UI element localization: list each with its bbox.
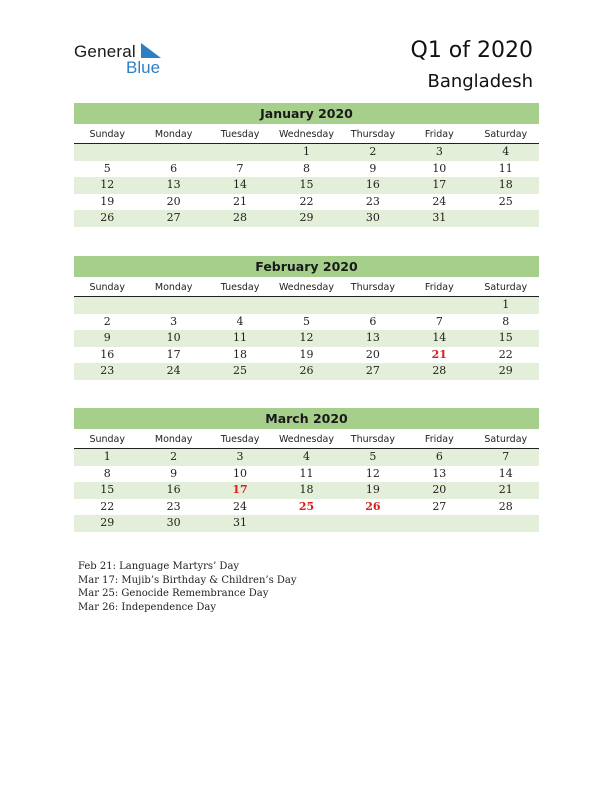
day-cell: 11 bbox=[498, 161, 513, 175]
holiday-note: Feb 21: Language Martyrs’ Day bbox=[78, 561, 240, 572]
day-cell: 22 bbox=[498, 347, 513, 361]
holiday-notes bbox=[78, 560, 297, 614]
day-cell: 22 bbox=[100, 499, 115, 513]
day-cell bbox=[273, 297, 339, 314]
day-cell bbox=[74, 144, 140, 161]
weekday-label: Thursday bbox=[350, 129, 395, 140]
day-cell: 9 bbox=[170, 466, 178, 480]
month-title: January 2020 bbox=[74, 103, 539, 124]
day-cell: 13 bbox=[365, 331, 380, 344]
day-cell: 4 bbox=[302, 450, 310, 463]
weekday-label: Sunday bbox=[89, 434, 125, 445]
day-cell bbox=[140, 297, 206, 314]
day-cell: 19 bbox=[100, 194, 115, 208]
day-cell: 25 bbox=[233, 364, 248, 377]
day-cell: 18 bbox=[498, 178, 513, 191]
day-cell bbox=[406, 297, 472, 314]
day-cell: 29 bbox=[498, 364, 513, 377]
day-cell: 20 bbox=[432, 483, 447, 496]
month-calendar-march bbox=[74, 408, 539, 532]
day-cell: 11 bbox=[233, 331, 248, 344]
month-calendar-january bbox=[74, 103, 539, 227]
day-cell: 21 bbox=[498, 483, 513, 496]
weekday-label: Saturday bbox=[484, 129, 528, 140]
weekday-label: Sunday bbox=[89, 129, 125, 140]
day-cell bbox=[273, 515, 339, 532]
weekday-label: Saturday bbox=[484, 434, 528, 445]
day-cell: 9 bbox=[103, 331, 111, 344]
month-weeks bbox=[74, 449, 539, 532]
weekday-label: Thursday bbox=[350, 434, 395, 445]
day-cell: 21 bbox=[233, 194, 248, 208]
weekday-label: Monday bbox=[154, 434, 193, 445]
weekday-label: Wednesday bbox=[278, 282, 334, 293]
day-cell: 30 bbox=[365, 211, 380, 224]
day-cell: 19 bbox=[365, 483, 380, 496]
week-row bbox=[74, 194, 539, 211]
week-row bbox=[74, 177, 539, 194]
day-cell: 31 bbox=[432, 211, 447, 224]
weekday-label: Monday bbox=[154, 129, 193, 140]
holiday-day-cell: 17 bbox=[232, 483, 248, 496]
weekday-label: Thursday bbox=[350, 282, 395, 293]
day-cell: 2 bbox=[103, 314, 111, 328]
day-cell: 2 bbox=[369, 145, 377, 158]
day-cell: 13 bbox=[432, 466, 447, 480]
day-cell: 28 bbox=[432, 364, 447, 377]
day-cell: 9 bbox=[369, 161, 377, 175]
day-cell: 17 bbox=[166, 347, 181, 361]
holiday-note: Mar 26: Independence Day bbox=[78, 601, 216, 613]
day-cell: 7 bbox=[502, 450, 510, 463]
day-cell: 3 bbox=[236, 450, 244, 463]
holiday-note: Mar 17: Mujib’s Birthday & Children’s Day bbox=[78, 574, 297, 586]
day-cell: 12 bbox=[100, 178, 115, 191]
day-cell: 30 bbox=[166, 516, 181, 529]
week-row bbox=[74, 347, 539, 364]
day-cell: 8 bbox=[302, 161, 310, 175]
day-cell: 10 bbox=[233, 466, 248, 480]
day-cell: 7 bbox=[236, 161, 244, 175]
weekday-label: Monday bbox=[154, 282, 193, 293]
day-cell: 6 bbox=[170, 161, 178, 175]
day-cell: 27 bbox=[166, 211, 181, 224]
day-cell: 20 bbox=[365, 347, 380, 361]
day-cell: 5 bbox=[302, 314, 310, 328]
weekday-label: Saturday bbox=[484, 282, 528, 293]
day-cell: 10 bbox=[432, 161, 447, 175]
day-cell bbox=[207, 144, 273, 161]
day-cell: 2 bbox=[170, 450, 178, 463]
day-cell: 7 bbox=[435, 314, 443, 328]
day-cell: 18 bbox=[299, 483, 314, 496]
logo-blue-text: Blue bbox=[126, 58, 161, 77]
day-cell: 23 bbox=[365, 194, 380, 208]
weekday-label: Friday bbox=[424, 129, 454, 140]
holiday-day-cell: 26 bbox=[365, 499, 381, 513]
week-row bbox=[74, 144, 539, 161]
day-cell: 15 bbox=[299, 178, 314, 191]
month-title: March 2020 bbox=[74, 408, 539, 429]
quarter-title: Q1 of 2020 bbox=[410, 38, 533, 63]
day-cell: 8 bbox=[502, 314, 510, 328]
month-calendar-february bbox=[74, 256, 539, 380]
logo-triangle-icon bbox=[141, 43, 161, 59]
day-cell: 14 bbox=[233, 178, 248, 191]
week-row bbox=[74, 330, 539, 347]
day-cell bbox=[406, 515, 472, 532]
weekday-label: Sunday bbox=[89, 282, 125, 293]
day-cell: 25 bbox=[498, 194, 513, 208]
day-cell: 3 bbox=[170, 314, 178, 328]
day-cell: 15 bbox=[498, 331, 513, 344]
day-cell bbox=[340, 515, 406, 532]
weekday-header bbox=[74, 279, 539, 297]
day-cell: 8 bbox=[103, 466, 111, 480]
country-name: Bangladesh bbox=[427, 71, 533, 92]
day-cell: 24 bbox=[166, 364, 181, 377]
week-row bbox=[74, 363, 539, 380]
day-cell: 6 bbox=[369, 314, 377, 328]
day-cell: 1 bbox=[302, 145, 310, 158]
day-cell: 5 bbox=[103, 161, 111, 175]
week-row bbox=[74, 482, 539, 499]
week-row bbox=[74, 210, 539, 227]
day-cell: 26 bbox=[100, 211, 115, 224]
day-cell: 6 bbox=[435, 450, 443, 463]
day-cell bbox=[473, 515, 539, 532]
day-cell: 31 bbox=[233, 516, 248, 529]
day-cell: 26 bbox=[299, 364, 314, 377]
day-cell: 3 bbox=[435, 145, 443, 158]
day-cell: 13 bbox=[166, 178, 181, 191]
weekday-label: Tuesday bbox=[220, 282, 260, 293]
weekday-header bbox=[74, 126, 539, 144]
week-row bbox=[74, 314, 539, 331]
day-cell: 12 bbox=[365, 466, 380, 480]
day-cell: 19 bbox=[299, 347, 314, 361]
day-cell: 5 bbox=[369, 450, 377, 463]
weekday-label: Tuesday bbox=[220, 434, 260, 445]
weekday-label: Friday bbox=[424, 282, 454, 293]
week-row bbox=[74, 297, 539, 314]
day-cell: 15 bbox=[100, 483, 115, 496]
holiday-day-cell: 25 bbox=[298, 499, 315, 513]
logo-general-text: General bbox=[74, 42, 136, 61]
day-cell: 22 bbox=[299, 194, 314, 208]
day-cell: 16 bbox=[166, 483, 181, 496]
day-cell: 10 bbox=[166, 331, 181, 344]
day-cell: 16 bbox=[365, 178, 380, 191]
day-cell: 29 bbox=[100, 516, 115, 529]
day-cell bbox=[207, 297, 273, 314]
day-cell: 11 bbox=[299, 466, 314, 480]
day-cell: 17 bbox=[432, 178, 447, 191]
week-row bbox=[74, 449, 539, 466]
week-row bbox=[74, 161, 539, 178]
holiday-day-cell: 21 bbox=[431, 347, 447, 361]
month-title: February 2020 bbox=[74, 256, 539, 277]
day-cell: 27 bbox=[365, 364, 380, 377]
day-cell: 16 bbox=[100, 347, 115, 361]
day-cell bbox=[340, 297, 406, 314]
day-cell: 14 bbox=[432, 331, 447, 344]
weekday-label: Wednesday bbox=[278, 129, 334, 140]
week-row bbox=[74, 515, 539, 532]
day-cell: 23 bbox=[100, 364, 115, 377]
day-cell: 24 bbox=[233, 499, 248, 513]
week-row bbox=[74, 466, 539, 483]
weekday-label: Wednesday bbox=[278, 434, 334, 445]
weekday-header bbox=[74, 431, 539, 449]
day-cell: 28 bbox=[233, 211, 248, 224]
day-cell: 29 bbox=[299, 211, 314, 224]
day-cell: 12 bbox=[299, 331, 314, 344]
day-cell bbox=[473, 210, 539, 227]
month-weeks bbox=[74, 144, 539, 227]
month-weeks bbox=[74, 297, 539, 380]
day-cell: 4 bbox=[236, 314, 244, 328]
weekday-label: Tuesday bbox=[220, 129, 260, 140]
day-cell: 1 bbox=[502, 298, 510, 311]
holiday-note: Mar 25: Genocide Remembrance Day bbox=[78, 588, 269, 599]
day-cell: 1 bbox=[103, 450, 111, 463]
day-cell: 20 bbox=[166, 194, 181, 208]
week-row bbox=[74, 499, 539, 516]
day-cell bbox=[74, 297, 140, 314]
day-cell bbox=[140, 144, 206, 161]
day-cell: 24 bbox=[432, 194, 447, 208]
weekday-label: Friday bbox=[424, 434, 454, 445]
day-cell: 28 bbox=[498, 499, 513, 513]
day-cell: 14 bbox=[498, 466, 513, 480]
day-cell: 27 bbox=[432, 499, 447, 513]
day-cell: 18 bbox=[233, 347, 248, 361]
day-cell: 4 bbox=[502, 145, 510, 158]
day-cell: 23 bbox=[166, 499, 181, 513]
